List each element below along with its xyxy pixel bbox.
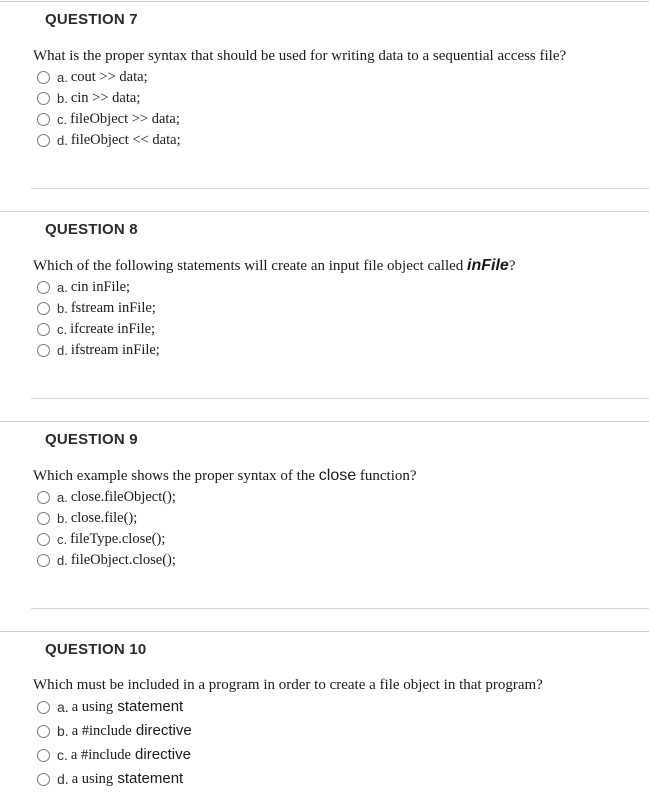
- question-7-bottom-divider: [31, 188, 649, 189]
- question-7-option-b[interactable]: [37, 88, 140, 108]
- option-text-part2: directive: [131, 722, 192, 739]
- option-letter: a.: [57, 69, 68, 85]
- question-8-bottom-divider: [31, 398, 649, 399]
- option-text: fileObject.close();: [70, 551, 176, 568]
- question-8-keyword: inFile: [467, 257, 509, 274]
- question-9-text-before: Which example shows the proper syntax of the: [33, 468, 319, 484]
- option-text: [72, 722, 192, 740]
- radio-button[interactable]: [37, 773, 50, 786]
- radio-button[interactable]: [37, 749, 50, 762]
- option-letter: a.: [57, 279, 68, 295]
- option-text-part2: directive: [130, 746, 191, 763]
- option-text: cin inFile;: [70, 278, 131, 295]
- option-letter: c.: [57, 747, 68, 763]
- question-10-top-divider: [0, 631, 649, 632]
- option-text: fstream inFile;: [70, 299, 156, 316]
- option-letter: b.: [57, 90, 68, 106]
- question-7-text: What is the proper syntax that should be used for writing data to a sequential access file?: [33, 48, 567, 64]
- option-letter: b.: [57, 723, 69, 739]
- option-text-part1: a #include: [70, 747, 131, 763]
- question-7-top-divider: [0, 1, 649, 2]
- radio-button[interactable]: [37, 491, 50, 504]
- question-8-text: [33, 257, 515, 275]
- option-text: cout >> data;: [70, 68, 148, 85]
- question-8-text-after: ?: [508, 258, 516, 274]
- question-7-option-c[interactable]: [37, 109, 180, 129]
- radio-button[interactable]: [37, 92, 50, 105]
- option-letter: d.: [57, 771, 69, 787]
- question-8-option-c[interactable]: [37, 319, 155, 339]
- question-8-title: QUESTION 8: [45, 221, 138, 238]
- option-text: [72, 698, 184, 716]
- option-text: fileObject << data;: [70, 131, 181, 148]
- option-letter: a.: [57, 489, 68, 505]
- option-text-part1: a #include: [71, 723, 132, 739]
- radio-button[interactable]: [37, 302, 50, 315]
- radio-button[interactable]: [37, 281, 50, 294]
- radio-button[interactable]: [37, 701, 50, 714]
- option-text-part2: statement: [113, 770, 184, 787]
- option-letter: c.: [57, 321, 68, 337]
- question-10-option-d[interactable]: [37, 769, 183, 789]
- option-text: close.file();: [70, 509, 138, 526]
- radio-button[interactable]: [37, 344, 50, 357]
- option-text: fileType.close();: [70, 530, 166, 547]
- radio-button[interactable]: [37, 71, 50, 84]
- option-letter: d.: [57, 132, 68, 148]
- radio-button[interactable]: [37, 512, 50, 525]
- option-text: close.fileObject();: [70, 488, 176, 505]
- question-8-option-d[interactable]: [37, 340, 160, 360]
- option-text: [71, 746, 191, 764]
- option-letter: c.: [57, 111, 68, 127]
- option-letter: b.: [57, 510, 68, 526]
- radio-button[interactable]: [37, 323, 50, 336]
- option-text: ifstream inFile;: [70, 341, 160, 358]
- option-text: cin >> data;: [70, 89, 141, 106]
- option-text-part1: a using: [71, 771, 114, 787]
- question-10-text: Which must be included in a program in order to create a file object in that program?: [33, 677, 543, 693]
- question-7-option-d[interactable]: [37, 130, 181, 150]
- question-9-text-after: function?: [356, 468, 417, 484]
- option-letter: d.: [57, 342, 68, 358]
- question-9-option-d[interactable]: [37, 550, 176, 570]
- option-letter: d.: [57, 552, 68, 568]
- question-10-option-a[interactable]: [37, 697, 183, 717]
- option-text-part2: statement: [113, 698, 184, 715]
- option-letter: c.: [57, 531, 68, 547]
- question-7-title: QUESTION 7: [45, 11, 138, 28]
- radio-button[interactable]: [37, 725, 50, 738]
- option-letter: b.: [57, 300, 68, 316]
- question-9-keyword: close: [318, 467, 357, 484]
- question-9-bottom-divider: [31, 608, 649, 609]
- radio-button[interactable]: [37, 554, 50, 567]
- question-9-option-b[interactable]: [37, 508, 137, 528]
- question-10-option-b[interactable]: [37, 721, 192, 741]
- option-text: ifcreate inFile;: [70, 320, 156, 337]
- question-9-top-divider: [0, 421, 649, 422]
- radio-button[interactable]: [37, 113, 50, 126]
- option-text: [72, 770, 184, 788]
- question-10-option-c[interactable]: [37, 745, 191, 765]
- question-10-title: QUESTION 10: [45, 641, 147, 658]
- question-9-title: QUESTION 9: [45, 431, 138, 448]
- question-8-option-b[interactable]: [37, 298, 156, 318]
- radio-button[interactable]: [37, 134, 50, 147]
- question-8-text-before: Which of the following statements will create an input file object called: [33, 258, 468, 274]
- question-9-option-c[interactable]: [37, 529, 165, 549]
- question-7-option-a[interactable]: [37, 67, 148, 87]
- option-letter: a.: [57, 699, 69, 715]
- question-8-option-a[interactable]: [37, 277, 130, 297]
- radio-button[interactable]: [37, 533, 50, 546]
- question-9-text: [33, 467, 417, 485]
- option-text-part1: a using: [71, 699, 114, 715]
- question-9-option-a[interactable]: [37, 487, 176, 507]
- option-text: fileObject >> data;: [70, 110, 180, 127]
- question-8-top-divider: [0, 211, 649, 212]
